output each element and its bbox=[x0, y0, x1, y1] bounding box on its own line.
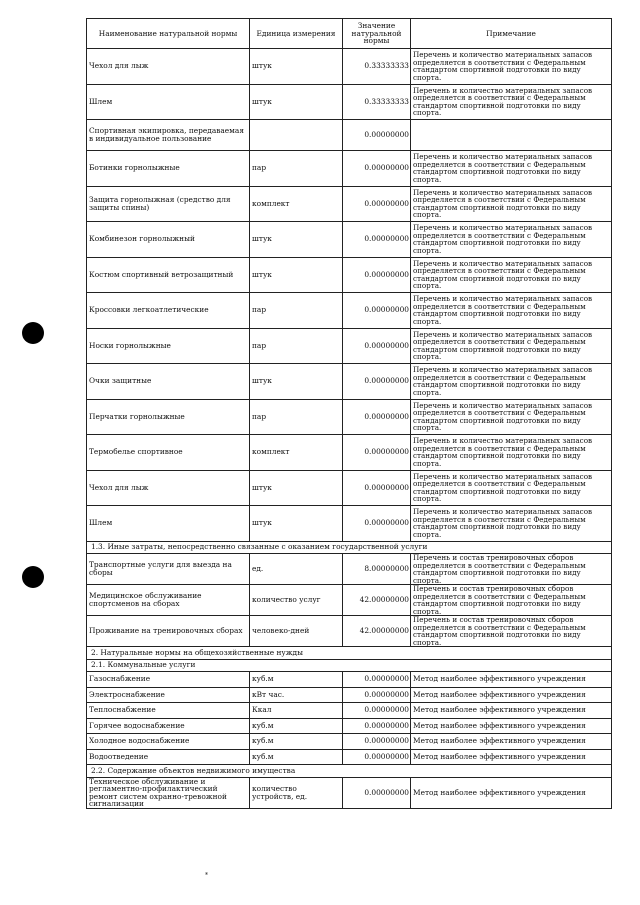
cell-name: Комбинезон горнолыжный bbox=[87, 222, 250, 258]
cell-unit: комплект bbox=[250, 435, 343, 471]
cell-name: Защита горнолыжная (средство для защиты спины) bbox=[87, 186, 250, 222]
cell-value: 0.00000000 bbox=[343, 506, 411, 542]
table-row bbox=[87, 734, 612, 750]
table-row bbox=[87, 84, 612, 120]
cell-name: Очки защитные bbox=[87, 364, 250, 400]
cell-note: Метод наиболее эффективного учреждения bbox=[411, 672, 612, 688]
cell-note: Перечень и количество материальных запасов определяется в соответствии с Федеральным стандартом спортивной подготовки по виду спорта. bbox=[411, 222, 612, 258]
table-row bbox=[87, 364, 612, 400]
punch-hole-top bbox=[22, 322, 44, 344]
cell-name: Носки горнолыжные bbox=[87, 328, 250, 364]
cell-name: Холодное водоснабжение bbox=[87, 734, 250, 750]
cell-name: Кроссовки легкоатлетические bbox=[87, 293, 250, 329]
cell-value: 0.33333333 bbox=[343, 49, 411, 85]
cell-name: Транспортные услуги для выезда на сборы bbox=[87, 554, 250, 585]
cell-unit: кВт час. bbox=[250, 687, 343, 703]
section-row-2-2 bbox=[87, 765, 612, 778]
cell-value: 0.00000000 bbox=[343, 328, 411, 364]
cell-note: Перечень и количество материальных запасов определяется в соответствии с Федеральным стандартом спортивной подготовки по виду спорта. bbox=[411, 293, 612, 329]
table-row-sport-equipment bbox=[87, 120, 612, 151]
cell-name: Ботинки горнолыжные bbox=[87, 151, 250, 187]
table-row bbox=[87, 399, 612, 435]
cell-name: Медицинское обслуживание спортсменов на сборах bbox=[87, 585, 250, 616]
cell-value: 42.00000000 bbox=[343, 585, 411, 616]
cell-name: Спортивная экипировка, передаваемая в индивидуальное пользование bbox=[87, 120, 250, 151]
cell-value: 0.00000000 bbox=[343, 687, 411, 703]
cell-unit: куб.м bbox=[250, 672, 343, 688]
cell-note: Метод наиболее эффективного учреждения bbox=[411, 718, 612, 734]
cell-name: Горячее водоснабжение bbox=[87, 718, 250, 734]
section-row-2-1 bbox=[87, 659, 612, 672]
cell-name: Шлем bbox=[87, 506, 250, 542]
cell-note: Перечень и количество материальных запасов определяется в соответствии с Федеральным стандартом спортивной подготовки по виду спорта. bbox=[411, 84, 612, 120]
cell-note: Перечень и количество материальных запасов определяется в соответствии с Федеральным стандартом спортивной подготовки по виду спорта. bbox=[411, 257, 612, 293]
cell-unit: ед. bbox=[250, 554, 343, 585]
cell-note bbox=[411, 120, 612, 151]
cell-value: 0.00000000 bbox=[343, 470, 411, 506]
cell-value: 0.33333333 bbox=[343, 84, 411, 120]
cell-unit: штук bbox=[250, 84, 343, 120]
cell-unit: штук bbox=[250, 222, 343, 258]
cell-name: Электроснабжение bbox=[87, 687, 250, 703]
table-row bbox=[87, 222, 612, 258]
norms-table bbox=[86, 18, 612, 809]
cell-note: Перечень и количество материальных запасов определяется в соответствии с Федеральным стандартом спортивной подготовки по виду спорта. bbox=[411, 506, 612, 542]
cell-unit: пар bbox=[250, 328, 343, 364]
cell-note: Метод наиболее эффективного учреждения bbox=[411, 703, 612, 719]
cell-value: 8.00000000 bbox=[343, 554, 411, 585]
cell-unit: штук bbox=[250, 470, 343, 506]
table-row bbox=[87, 718, 612, 734]
cell-unit: штук bbox=[250, 506, 343, 542]
cell-note: Перечень и количество материальных запасов определяется в соответствии с Федеральным стандартом спортивной подготовки по виду спорта. bbox=[411, 470, 612, 506]
table-row bbox=[87, 470, 612, 506]
header-name: Наименование натуральной нормы bbox=[87, 19, 250, 49]
cell-note: Метод наиболее эффективного учреждения bbox=[411, 749, 612, 765]
cell-value: 0.00000000 bbox=[343, 120, 411, 151]
cell-value: 0.00000000 bbox=[343, 703, 411, 719]
cell-name: Водоотведение bbox=[87, 749, 250, 765]
cell-note: Перечень и состав тренировочных сборов определяется в соответствии с Федеральным стандартом спортивной подготовки по виду спорта. bbox=[411, 616, 612, 647]
table-row bbox=[87, 186, 612, 222]
cell-name: Газоснабжение bbox=[87, 672, 250, 688]
table-row bbox=[87, 703, 612, 719]
cell-name: Техническое обслуживание и регламентно-профилактический ремонт систем охранно-тревожной сигнализации bbox=[87, 777, 250, 808]
table-row bbox=[87, 554, 612, 585]
cell-note: Перечень и состав тренировочных сборов определяется в соответствии с Федеральным стандартом спортивной подготовки по виду спорта. bbox=[411, 585, 612, 616]
header-note: Примечание bbox=[411, 19, 612, 49]
cell-value: 0.00000000 bbox=[343, 718, 411, 734]
cell-note: Перечень и количество материальных запасов определяется в соответствии с Федеральным стандартом спортивной подготовки по виду спорта. bbox=[411, 151, 612, 187]
cell-note: Метод наиболее эффективного учреждения bbox=[411, 687, 612, 703]
header-unit: Единица измерения bbox=[250, 19, 343, 49]
cell-value: 0.00000000 bbox=[343, 222, 411, 258]
cell-name: Проживание на тренировочных сборах bbox=[87, 616, 250, 647]
cell-name: Чехол для лыж bbox=[87, 470, 250, 506]
cell-unit: штук bbox=[250, 257, 343, 293]
cell-unit: куб.м bbox=[250, 734, 343, 750]
cell-unit: пар bbox=[250, 151, 343, 187]
cell-note: Перечень и количество материальных запасов определяется в соответствии с Федеральным стандартом спортивной подготовки по виду спорта. bbox=[411, 435, 612, 471]
table-row bbox=[87, 749, 612, 765]
cell-unit: количество услуг bbox=[250, 585, 343, 616]
cell-note: Перечень и состав тренировочных сборов определяется в соответствии с Федеральным стандартом спортивной подготовки по виду спорта. bbox=[411, 554, 612, 585]
cell-value: 0.00000000 bbox=[343, 151, 411, 187]
table-header bbox=[87, 19, 612, 49]
table-row bbox=[87, 687, 612, 703]
cell-unit: штук bbox=[250, 364, 343, 400]
section-title: 2.1. Коммунальные услуги bbox=[87, 659, 612, 672]
footer-mark: * bbox=[205, 872, 208, 879]
cell-unit: Ккал bbox=[250, 703, 343, 719]
cell-value: 0.00000000 bbox=[343, 435, 411, 471]
cell-value: 42.00000000 bbox=[343, 616, 411, 647]
cell-unit: человеко-дней bbox=[250, 616, 343, 647]
cell-value: 0.00000000 bbox=[343, 749, 411, 765]
cell-name: Костюм спортивный ветрозащитный bbox=[87, 257, 250, 293]
cell-value: 0.00000000 bbox=[343, 257, 411, 293]
table-row bbox=[87, 328, 612, 364]
table-row bbox=[87, 672, 612, 688]
cell-unit: куб.м bbox=[250, 718, 343, 734]
cell-value: 0.00000000 bbox=[343, 734, 411, 750]
cell-name: Шлем bbox=[87, 84, 250, 120]
table-row bbox=[87, 435, 612, 471]
table-row bbox=[87, 585, 612, 616]
table-row bbox=[87, 506, 612, 542]
cell-note: Перечень и количество материальных запасов определяется в соответствии с Федеральным стандартом спортивной подготовки по виду спорта. bbox=[411, 186, 612, 222]
section-title: 2. Натуральные нормы на общехозяйственные нужды bbox=[87, 647, 612, 660]
table-row bbox=[87, 777, 612, 808]
table-row bbox=[87, 293, 612, 329]
cell-note: Перечень и количество материальных запасов определяется в соответствии с Федеральным стандартом спортивной подготовки по виду спорта. bbox=[411, 49, 612, 85]
punch-hole-bottom bbox=[22, 566, 44, 588]
table-row bbox=[87, 49, 612, 85]
cell-unit: комплект bbox=[250, 186, 343, 222]
cell-name: Термобелье спортивное bbox=[87, 435, 250, 471]
cell-value: 0.00000000 bbox=[343, 364, 411, 400]
cell-note: Перечень и количество материальных запасов определяется в соответствии с Федеральным стандартом спортивной подготовки по виду спорта. bbox=[411, 399, 612, 435]
cell-value: 0.00000000 bbox=[343, 777, 411, 808]
cell-unit: количество устройств, ед. bbox=[250, 777, 343, 808]
cell-unit: пар bbox=[250, 399, 343, 435]
cell-value: 0.00000000 bbox=[343, 399, 411, 435]
cell-name: Теплоснабжение bbox=[87, 703, 250, 719]
section-title: 1.3. Иные затраты, непосредственно связанные с оказанием государственной услуги bbox=[87, 541, 612, 554]
cell-unit: пар bbox=[250, 293, 343, 329]
cell-name: Чехол для лыж bbox=[87, 49, 250, 85]
cell-note: Метод наиболее эффективного учреждения bbox=[411, 734, 612, 750]
table-row bbox=[87, 616, 612, 647]
section-row-2 bbox=[87, 647, 612, 660]
cell-name: Перчатки горнолыжные bbox=[87, 399, 250, 435]
table-row bbox=[87, 257, 612, 293]
cell-unit bbox=[250, 120, 343, 151]
cell-value: 0.00000000 bbox=[343, 293, 411, 329]
header-value: Значение натуральной нормы bbox=[343, 19, 411, 49]
table-row bbox=[87, 151, 612, 187]
section-title: 2.2. Содержание объектов недвижимого имущества bbox=[87, 765, 612, 778]
cell-note: Метод наиболее эффективного учреждения bbox=[411, 777, 612, 808]
cell-note: Перечень и количество материальных запасов определяется в соответствии с Федеральным стандартом спортивной подготовки по виду спорта. bbox=[411, 328, 612, 364]
cell-unit: куб.м bbox=[250, 749, 343, 765]
cell-note: Перечень и количество материальных запасов определяется в соответствии с Федеральным стандартом спортивной подготовки по виду спорта. bbox=[411, 364, 612, 400]
cell-value: 0.00000000 bbox=[343, 672, 411, 688]
cell-unit: штук bbox=[250, 49, 343, 85]
section-row-1-3 bbox=[87, 541, 612, 554]
cell-value: 0.00000000 bbox=[343, 186, 411, 222]
